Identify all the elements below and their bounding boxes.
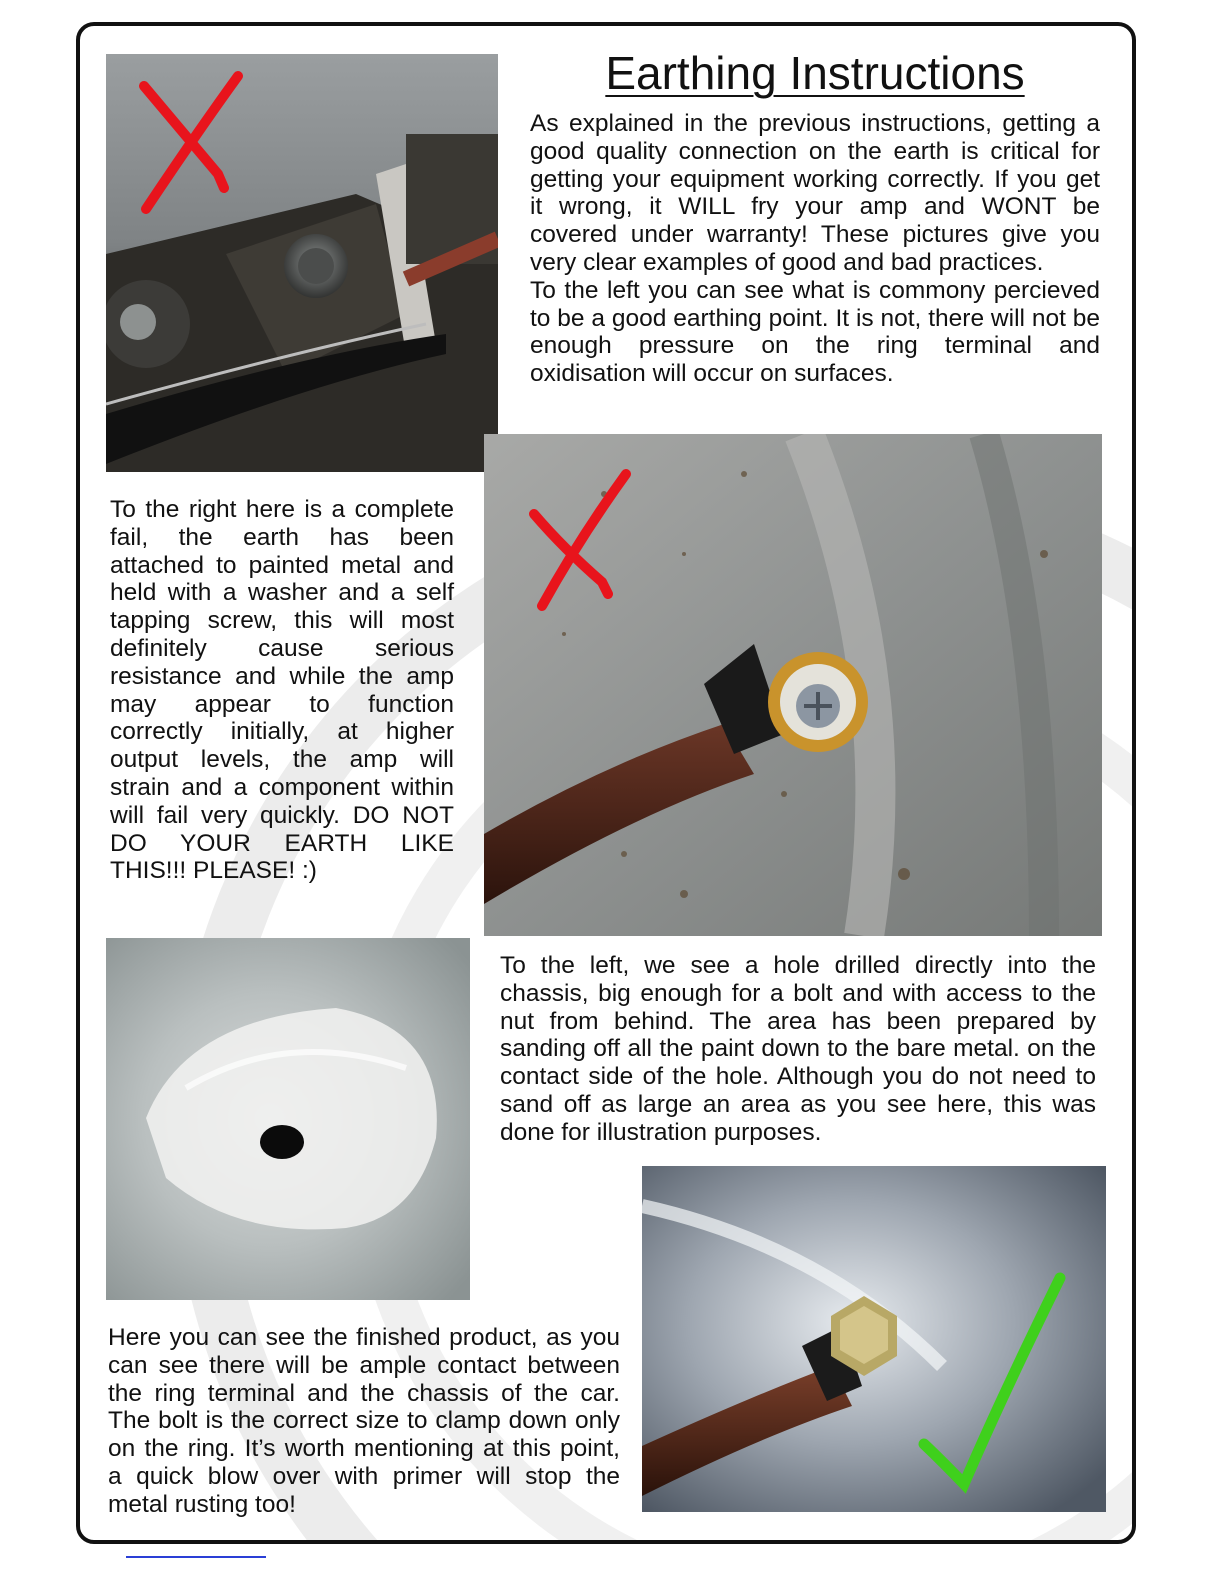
finished-paragraph: Here you can see the finished product, as you can see there will be ample contact between the ring terminal and the chassis of the car. The bolt is the correct size to clamp down only on the ring. It’s worth mentioning at this point, a quick blow over with primer will stop the metal rusting too! xyxy=(108,1324,620,1518)
page-frame xyxy=(76,22,1136,1544)
photo-bracket-bolt xyxy=(106,54,498,472)
intro-paragraph xyxy=(530,110,1100,388)
page-title: Earthing Instructions xyxy=(605,47,1025,99)
footer-link-underline xyxy=(126,1556,266,1558)
photo-painted-metal-screw xyxy=(484,434,1102,936)
hole-paragraph: To the left, we see a hole drilled directly into the chassis, big enough for a bolt and with access to the nut from behind. The area has been prepared by sanding off all the paint down to the bare metal. on the contact side of the hole. Although you do not need to sand off as large an area as you see here, this was done for illustration purposes. xyxy=(500,952,1096,1146)
photo-finished-earth xyxy=(642,1166,1106,1512)
fail-paragraph: To the right here is a complete fail, the earth has been attached to painted metal and held with a washer and a self tapping screw, this will most definitely cause serious resistance and while the amp may appear to function correctly initially, at higher output levels, the amp will strain and a component within will fail very quickly. DO NOT DO YOUR EARTH LIKE THIS!!! PLEASE! :) xyxy=(110,496,454,885)
photo-drilled-hole xyxy=(106,938,470,1300)
intro-text-1: As explained in the previous instructions, getting a good quality connection on the earth is critical for getting your equipment working correctly. If you get it wrong, it WILL fry your amp and WONT be covered under warranty! These pictures give you very clear examples of good and bad practices. xyxy=(530,110,1100,276)
intro-text-2: To the left you can see what is commony percieved to be a good earthing point. It is not, there will not be enough pressure on the ring terminal and oxidisation will occur on surfaces. xyxy=(530,276,1100,388)
